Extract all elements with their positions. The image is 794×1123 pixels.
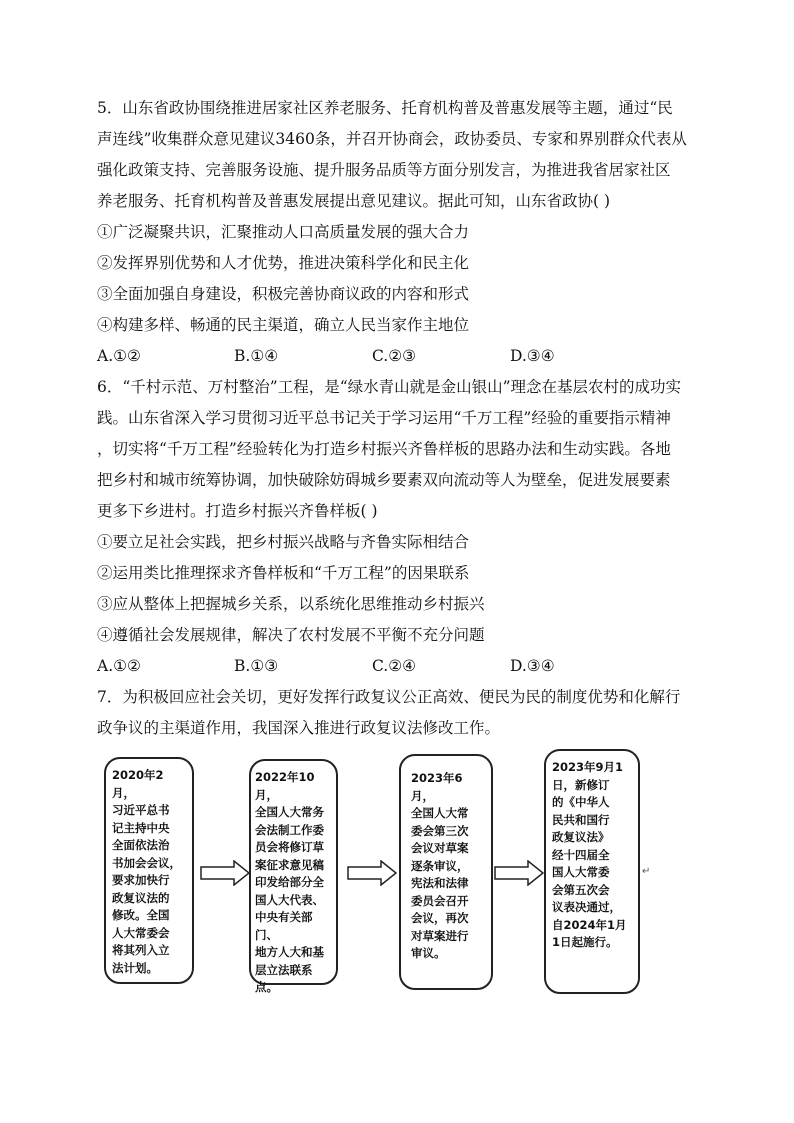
timeline-box-2022: 2022年10月， 全国人大常务 会法制工作委 员会将修订草 案征求意见稿 印发给部分全 国人大代表、 中央有关部门、 地方人大和基 层立法联系点。 — [249, 759, 338, 985]
q6-statement: ②运用类比推理探求齐鲁样板和“千万工程”的因果联系 — [97, 564, 470, 582]
q6-stem-line: 更多下乡进村。打造乡村振兴齐鲁样板( ) — [97, 502, 378, 520]
q6-statement: ①要立足社会实践，把乡村振兴战略与齐鲁实际相结合 — [97, 533, 470, 551]
q5-stem-line: 强化政策支持、完善服务设施、提升服务品质等方面分别发言，为推进我省居家社区 — [97, 161, 671, 179]
q5-option-a: A.①② — [97, 347, 141, 365]
q6-stem-line: 把乡村和城市统筹协调，加快破除妨碍城乡要素双向流动等人为壁垒，促进发展要素 — [97, 471, 671, 489]
q6-option-c: C.②④ — [372, 657, 417, 675]
q5-option-b: B.①④ — [234, 347, 279, 365]
timeline-box-2023-june: 2023年6月， 全国人大常 委会第三次 会议对草案 逐条审议， 宪法和法律 委员会召开 会议，再次 对草案进行 审议。 — [399, 754, 493, 990]
q5-statement: ④构建多样、畅通的民主渠道，确立人民当家作主地位 — [97, 316, 470, 334]
q7-stem-line: 7．为积极回应社会关切，更好发挥行政复议公正高效、便民为民的制度优势和化解行 — [97, 688, 681, 706]
q5-stem-line: 声连线”收集群众意见建议3460条，并召开协商会，政协委员、专家和界别群众代表从 — [97, 130, 687, 148]
q5-stem-line: 养老服务、托育机构普及普惠发展提出意见建议。据此可知，山东省政协( ) — [97, 192, 611, 210]
q5-option-d: D.③④ — [510, 347, 555, 365]
q6-stem-line: 6．“千村示范、万村整治”工程，是“绿水青山就是金山银山”理念在基层农村的成功实 — [97, 378, 682, 396]
q6-option-b: B.①③ — [234, 657, 279, 675]
q5-statement: ①广泛凝聚共识，汇聚推动人口高质量发展的强大合力 — [97, 223, 470, 241]
q5-statement: ②发挥界别优势和人才优势，推进决策科学化和民主化 — [97, 254, 470, 272]
q6-option-d: D.③④ — [510, 657, 555, 675]
q7-stem-line: 政争议的主渠道作用，我国深入推进行政复议法修改工作。 — [97, 719, 501, 737]
timeline-box-2023-september: 2023年9月1 日，新修订 的《中华人 民共和国行 政复议法》 经十四届全 国人大常委 会第五次会 议表决通过， 自2024年1月 1日起施行。 — [544, 749, 640, 994]
timeline-box-2020: 2020年2月， 习近平总书 记主持中央 全面依法治 书加会会议， 要求加快行 政复议法的 修改。全国 人大常委会 将其列入立 法计划。 — [104, 757, 194, 984]
q5-stem-line: 5．山东省政协围绕推进居家社区养老服务、托育机构普及普惠发展等主题，通过“民 — [97, 99, 673, 117]
q6-statement: ③应从整体上把握城乡关系，以系统化思维推动乡村振兴 — [97, 595, 485, 613]
paragraph-mark-icon: ↵ — [642, 866, 651, 877]
q6-stem-line: 践。山东省深入学习贯彻习近平总书记关于学习运用“千万工程”经验的重要指示精神 — [97, 409, 671, 427]
q6-option-a: A.①② — [97, 657, 141, 675]
right-arrow-icon — [347, 860, 397, 886]
q6-statement: ④遵循社会发展规律，解决了农村发展不平衡不充分问题 — [97, 626, 485, 644]
right-arrow-icon — [494, 860, 544, 886]
right-arrow-icon — [200, 860, 250, 886]
q6-stem-line: ，切实将“千万工程”经验转化为打造乡村振兴齐鲁样板的思路办法和生动实践。各地 — [97, 440, 671, 458]
q5-option-c: C.②③ — [372, 347, 417, 365]
q5-statement: ③全面加强自身建设，积极完善协商议政的内容和形式 — [97, 285, 470, 303]
